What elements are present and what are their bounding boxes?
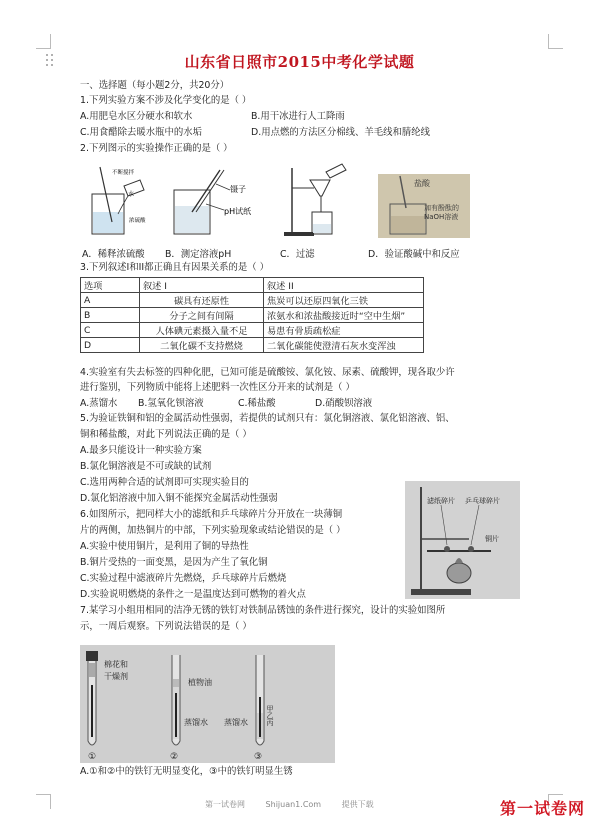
q7-option-a: A.①和②中的铁钉无明显变化，③中的铁钉明显生锈 <box>80 766 293 777</box>
q6-option-d: D.实验说明燃烧的条件之一是温度达到可燃物的着火点 <box>80 589 306 600</box>
corner-mark-top-right <box>548 34 563 49</box>
label-conc-acid: 浓硫酸 <box>129 218 146 224</box>
figure-filtration <box>282 162 352 240</box>
question-3-stem: 3.下列叙述I和II都正确且有因果关系的是（ ） <box>80 262 269 273</box>
label-abc-tags: 甲乙丙 <box>266 705 274 726</box>
table-cell: A <box>81 293 140 308</box>
label-water: 水 <box>128 191 135 198</box>
label-tube-3: ③ <box>254 752 263 762</box>
question-5-line-2: 铜和稀盐酸，对此下列说法正确的是（ ） <box>80 429 252 440</box>
question-5-line-1: 5.为验证铁铜和铝的金属活动性强弱，若提供的试剂只有：氯化铜溶液、氯化铝溶液、铝、 <box>80 413 455 424</box>
table-cell: 人体碘元素摄入量不足 <box>140 323 264 338</box>
table-cell: 焦炭可以还原四氧化三铁 <box>264 293 424 308</box>
question-6-line-1: 6.如图所示，把同样大小的滤纸和乒乓球碎片分开放在一块薄铜 <box>80 509 343 520</box>
label-tube-1: ① <box>88 752 97 762</box>
q5-option-c: C.选用两种合适的试剂即可实现实验目的 <box>80 477 249 488</box>
label-tweezers: 镊子 <box>230 185 246 194</box>
section-heading: 一、选择题（每小题2分，共20分） <box>80 80 230 91</box>
q5-option-d: D.氯化铝溶液中加入铜不能探究金属活动性强弱 <box>80 493 278 504</box>
q1-option-d: D.用点燃的方法区分棉线、羊毛线和腈纶线 <box>251 127 430 138</box>
figure-rust-experiment-photo <box>80 645 335 763</box>
footer-download: 提供下载 <box>341 800 374 809</box>
table-row <box>81 323 424 338</box>
table-cell: B <box>81 308 140 323</box>
label-filter-paper: 滤纸碎片 <box>427 497 455 505</box>
q6-option-c: C.实验过程中滤液碎片先燃烧，乒乓球碎片后燃烧 <box>80 573 287 584</box>
table-header-row <box>81 278 424 293</box>
q2-option-b: B．测定溶液pH <box>165 249 232 260</box>
label-tube-2: ② <box>170 752 179 762</box>
table-cell: C <box>81 323 140 338</box>
q1-option-a: A.用肥皂水区分硬水和软水 <box>80 111 193 122</box>
table-cell: D <box>81 338 140 353</box>
q6-option-a: A.实验中使用铜片，是利用了铜的导热性 <box>80 541 249 552</box>
table-row <box>81 293 424 308</box>
q2-option-c: C．过滤 <box>280 249 315 260</box>
q5-option-a: A.最多只能设计一种实验方案 <box>80 445 202 456</box>
table-cell: 浓氨水和浓盐酸接近时“空中生烟” <box>264 308 424 323</box>
table-row <box>81 308 424 323</box>
label-ph-paper: pH试纸 <box>224 207 252 216</box>
label-distilled-water-1: 蒸馏水 <box>184 718 208 727</box>
q4-option-a: A.蒸馏水 <box>80 398 118 409</box>
table-cell: 分子之间有间隔 <box>140 308 264 323</box>
q5-option-b: B.氯化铜溶液是不可或缺的试剂 <box>80 461 212 472</box>
label-copper-sheet: 铜片 <box>485 535 499 543</box>
q4-option-b: B.氢氧化钡溶液 <box>138 398 204 409</box>
figure-measure-ph <box>168 166 268 240</box>
q6-option-b: B.铜片受热的一面变黑，是因为产生了氧化铜 <box>80 557 268 568</box>
table-cell: 易患有骨质疏松症 <box>264 323 424 338</box>
table-cell: 二氧化碳不支持燃烧 <box>140 338 264 353</box>
label-cotton: 棉花和 <box>104 660 128 669</box>
question-4-line-1: 4.实验室有失去标签的四种化肥，已知可能是硫酸铵、氯化铵、尿素、硫酸钾，现各取少许 <box>80 367 455 378</box>
table-row <box>81 338 424 353</box>
corner-mark-bottom-left <box>36 794 51 809</box>
label-distilled-water-2: 蒸馏水 <box>224 718 248 727</box>
label-naoh: 加有酚酞的NaOH溶液 <box>424 204 459 221</box>
question-6-line-2: 片的两侧，加热铜片的中部，下列实验现象或结论错误的是（ ） <box>80 525 346 536</box>
figure-combustion-photo <box>405 481 520 599</box>
label-stir: 不断搅拌 <box>112 170 135 176</box>
q2-option-d: D．验证酸碱中和反应 <box>368 249 460 260</box>
q3-table <box>80 277 424 353</box>
label-desiccant: 干燥剂 <box>104 672 128 681</box>
q2-option-a: A．稀释浓硫酸 <box>82 249 145 260</box>
q1-option-c: C.用食醋除去暖水瓶中的水垢 <box>80 127 203 138</box>
q4-option-c: C.稀盐酸 <box>238 398 276 409</box>
label-oil: 植物油 <box>188 678 212 687</box>
table-header-cell: 叙述 II <box>264 278 424 293</box>
page-footer <box>205 799 392 810</box>
label-hcl: 盐酸 <box>414 179 430 188</box>
table-cell: 二氧化碳能使澄清石灰水变浑浊 <box>264 338 424 353</box>
figure-neutralization-photo <box>378 174 470 238</box>
label-pingpong: 乒乓球碎片 <box>465 497 500 505</box>
table-cell: 碳具有还原性 <box>140 293 264 308</box>
document-title: 山东省日照市2015中考化学试题 <box>184 53 415 71</box>
table-header-cell: 选项 <box>81 278 140 293</box>
table-header-cell: 叙述 I <box>140 278 264 293</box>
question-4-line-2: 进行鉴别，下列物质中能将上述肥料一次性区分开来的试剂是（ ） <box>80 382 355 393</box>
q4-option-d: D.硝酸钡溶液 <box>315 398 373 409</box>
footer-site: 第一试卷网 <box>205 800 245 809</box>
q1-option-b: B.用干冰进行人工降雨 <box>251 111 345 122</box>
brand-logo: 第一试卷网 <box>499 799 585 818</box>
footer-url[interactable]: Shijuan1.Com <box>265 800 322 809</box>
question-2-stem: 2.下列图示的实验操作正确的是（ ） <box>80 143 233 154</box>
corner-mark-top-left <box>36 34 51 49</box>
question-1-stem: 1.下列实验方案不涉及化学变化的是（ ） <box>80 95 252 106</box>
figure-dilute-acid <box>82 162 160 240</box>
question-7-line-2: 示，一周后观察。下列说法错误的是（ ） <box>80 621 252 632</box>
question-7-line-1: 7.某学习小组用相同的洁净无锈的铁钉对铁制品锈蚀的条件进行探究，设计的实验如图所 <box>80 605 446 616</box>
